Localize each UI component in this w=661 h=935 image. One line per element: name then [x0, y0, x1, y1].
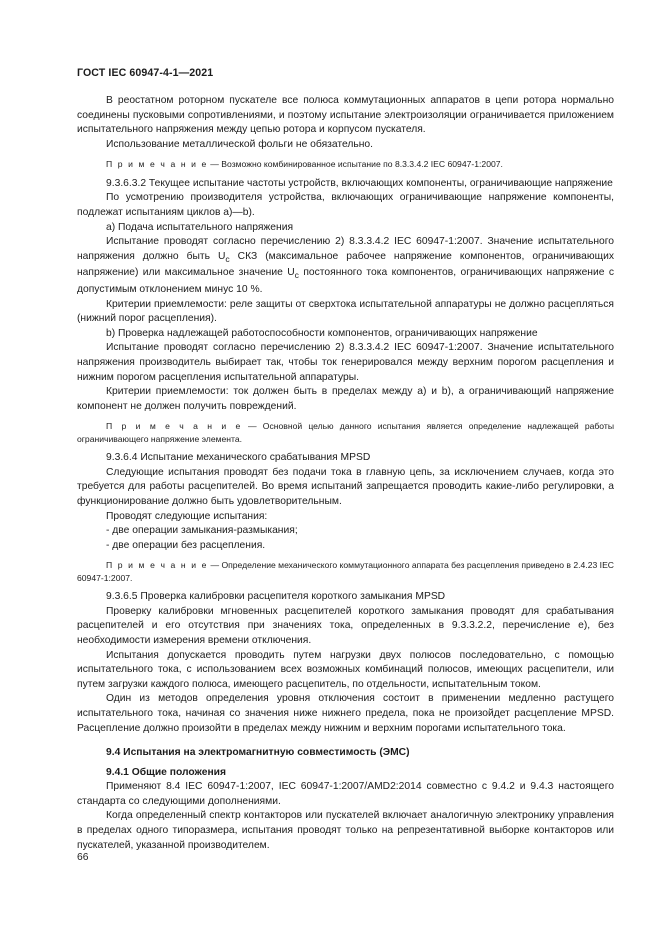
document-header: ГОСТ IEC 60947-4-1—2021: [77, 67, 214, 79]
paragraph: По усмотрению производителя устройства, включающих ограничивающие напряжение компоненты, подлежат испытаниям циклов а)—b).: [77, 192, 614, 218]
note-label: П р и м е ч а н и е: [106, 159, 208, 170]
paragraph: Один из методов определения уровня отключения состоит в применении медленно растущего испытательного тока, начиная со значения ниже нижнего предела, пока не произойдет расцепление MPSD. Расцепление должно произойти в пределах между нижним и верхним порогами испытательного тока.: [77, 693, 614, 734]
subscript: c: [225, 253, 230, 264]
document-body: [77, 94, 614, 853]
list-item: - две операции без расцепления.: [106, 539, 266, 551]
note-text: — Определение механического коммутационного аппарата без расцепления приведено в 2.4.23 IEC 60947-1:2007.: [77, 560, 615, 583]
paragraph: Испытания допускается проводить путем нагрузки двух полюсов последовательно, с помощью испытательного тока, с использованием всех возможных комбинаций полюсов, имеющих расцепители, или путем загрузки каждого полюса, имеющего расцепитель, по отдельности, испытательным током.: [77, 649, 614, 690]
paragraph: Проводят следующие испытания:: [106, 510, 268, 522]
subscript: c: [294, 270, 299, 281]
paragraph: Критерии приемлемости: ток должен быть в пределах между а) и b), а ограничивающий напряжение компонент не должен получить повреждений.: [77, 386, 614, 412]
note-label: П р и м е ч а н и е: [106, 421, 242, 432]
paragraph: В реостатном роторном пускателе все полюса коммутационных аппаратов в цепи ротора нормально соединены пусковыми сопротивлениями, и поэтому испытание электроизоляции ограничивается приложением испытательного напряжения между цепью ротора и корпусом пускателя.: [77, 95, 614, 136]
paragraph: Проверку калибровки мгновенных расцепителей короткого замыкания проводят для срабатывания расцепителей и его отсутствия при значениях тока, определенных в 9.3.3.2.2, перечисление е), без необходимости измерения времени отключения.: [77, 605, 614, 646]
section-heading: 9.4 Испытания на электромагнитную совместимость (ЭМС): [106, 747, 410, 759]
paragraph: Критерии приемлемости: реле защиты от сверхтока испытательной аппаратуры не должно расцепляться (нижний порог расцепления).: [77, 298, 614, 325]
list-item: - две операции замыкания-размыкания;: [106, 525, 298, 537]
list-item: a) Подача испытательного напряжения: [106, 221, 294, 233]
note: [77, 559, 614, 584]
page-number: 66: [77, 852, 89, 863]
clause-heading: 9.3.6.3.2 Текущее испытание частоты устройств, включающих компоненты, ограничивающие напряжение: [106, 177, 613, 189]
paragraph: Следующие испытания проводят без подачи тока в главную цепь, за исключением случаев, когда это требуется для работы расцепителей. Во время испытаний запрещается проводить какие-либо регулировки, а функционирование должно быть удовлетворительным.: [77, 466, 614, 507]
text-run: Испытание проводят согласно перечислению 2) 8.3.3.4.2 IEC 60947-1:2007. Значение испытательного напряжения должно быть U: [77, 236, 614, 262]
clause-heading: 9.3.6.4 Испытание механического срабатывания MPSD: [106, 452, 371, 464]
text-run: СКЗ (максимальное рабочее напряжение компонентов, ограничивающих напряжение) или максимальное значение U: [77, 250, 614, 279]
paragraph: Когда определенный спектр контакторов или пускателей включает аналогичную электронику управления в пределах одного типоразмера, испытания проводят только на репрезентативной выборке контакторов или пускателей, указанной производителем.: [77, 810, 614, 851]
note-text: — Возможно комбинированное испытание по 8.3.3.4.2 IEC 60947-1:2007.: [207, 159, 503, 170]
list-item: b) Проверка надлежащей работоспособности компонентов, ограничивающих напряжение: [106, 327, 538, 339]
note: [77, 420, 614, 445]
text-run: постоянного тока компонентов, ограничивающих напряжение с допустимым отклонением минус 10 %.: [77, 267, 614, 296]
subsection-heading: 9.4.1 Общие положения: [106, 766, 226, 778]
paragraph: Испытание проводят согласно перечислению 2) 8.3.3.4.2 IEC 60947-1:2007. Значение испытательного напряжения производитель выбирает так, чтобы ток генерировался между верхним порогом расцепления и нижним порогом расцепления испытательной аппаратуры.: [77, 342, 614, 383]
note-text: — Основной целью данного испытания является определение надлежащей работы ограничивающего напряжение элемента.: [77, 421, 615, 444]
note-label: П р и м е ч а н и е: [106, 560, 209, 571]
paragraph: Использование металлической фольги не обязательно.: [106, 138, 374, 150]
paragraph: Применяют 8.4 IEC 60947-1:2007, IEC 60947-1:2007/AMD2:2014 совместно с 9.4.2 и 9.4.3 настоящего стандарта со следующими дополнениями.: [77, 781, 614, 807]
clause-heading: 9.3.6.5 Проверка калибровки расцепителя короткого замыкания MPSD: [106, 591, 446, 603]
note: [77, 158, 614, 170]
paragraph: [77, 235, 614, 297]
